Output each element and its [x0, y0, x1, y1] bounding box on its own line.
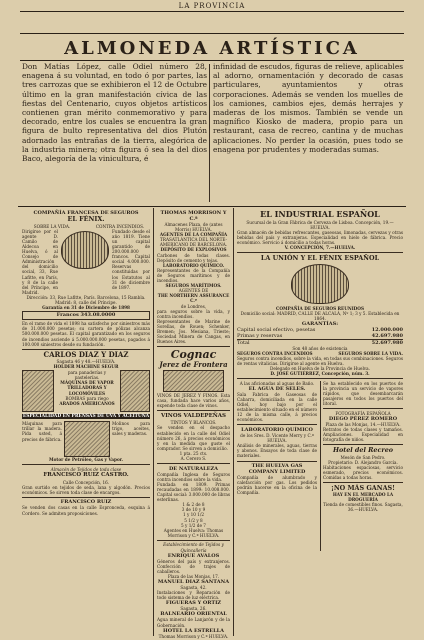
industrial-signature: V. CONCEPCIÓN, 7.—HUELVA.	[284, 244, 356, 250]
union-fenix-heading: LA UNIÓN Y EL FÉNIX ESPAÑOL	[260, 253, 380, 262]
hotel-recreo-body: Habitaciones espaciosas, servicio esmerado, precios económicos. Comidas a todas horas.	[323, 464, 403, 480]
cognac-body: VINOS DE JEREZ Y FINOS. Esta casa, fundada hace varios años, expende toda clase de vinos.	[157, 392, 230, 409]
total-value: 52.697.980	[371, 339, 403, 346]
press-illustration	[64, 421, 110, 457]
figueras-addr: Sagasta, 26.	[180, 606, 207, 612]
naturaleza-body: Compañía Inglesa de Seguros contra incendios sobre la vida.	[157, 471, 230, 482]
vinos-heading: VINOS VALDEPEÑAS	[160, 412, 227, 419]
naturaleza-body-2: Fundada en 1809. Primas recaudadas en 1899: 10.008.000. Capital social: 3.000.000 de libras esterlinas.	[157, 481, 230, 503]
gas-company-body: Compañía de alumbrado y calefacción por gas. Los pedidos podrán hacerse en la oficina de la Compañía.	[237, 475, 317, 496]
fenix-body-left: Dirigirse por el agente D. Camilo de Aldecoa en Huelva, ó al Consejo de Administración del domicilio social, 33, Rue Lafitte, en París, y 8 de la calle del Príncipe, en Madrid.	[22, 228, 58, 295]
morrison-agents-body: TRASATLÁNTICA DEL NORTE-AMERICANO DE BARCELONA.	[159, 237, 228, 248]
rate-row-1: 1 & 2 de 8	[182, 502, 205, 508]
fire-insurance-label: SEGUROS CONTRA INCENDIOS	[237, 350, 313, 356]
carlos-item-2: MÁQUINAS DE VAPOR	[60, 380, 114, 386]
gas-company-heading: THE HUELVA GAS COMPANY LIMITED	[248, 463, 306, 476]
column-left	[22, 210, 150, 636]
masthead-rule	[20, 11, 404, 12]
title-rule-top	[20, 33, 404, 34]
fenix-body-2: En el ramo de vida el 1898 ha satisfecho por siniestros más de 31.000.000 pesetas; su cartera de pólizas alcanza 500.000.000 pesetas. El capital garantizado en los seguros de incendios asciende á 5.000.000.000 pesetas, pagados á 100.000 siniestros desde su fundación.	[22, 321, 150, 347]
balneario-oriental: BALNEARIO ORIENTAL	[160, 611, 227, 618]
union-address: Domicilio social: MADRID, CALLE DE ALCALÁ, Nº 1; 3 y 5. Establecida en 1864.	[240, 311, 400, 322]
motor-caption: Motor de Petróleo, Gas y Vapor.	[48, 457, 124, 463]
morrison-explosives: DEPÓSITO DE EXPLOSIVOS	[160, 247, 227, 253]
vinos-body: Se venden en el despacho establecido en la calle del Odiel número 26, á precios económicos y en la medida que guste el comprador. Se sirven a domicilio.	[157, 425, 230, 451]
northern-body: para seguros sobre la vida, y contra incendios.	[157, 308, 230, 319]
insurance-body: Seguros contra incendios, sobre la vida, en todas sus combinaciones. Seguros de rentas vitalicias. Dirigirse al agente en Huelva.	[237, 355, 403, 366]
agua-heading: A las aficionadas al aguas de Baño.	[239, 380, 315, 386]
fenix-name: EL FÉNIX.	[67, 215, 105, 223]
agua-body: Sala Fabrica de Gaseosas de Cabarra, domiciliada en la calle Odiel, hoy bajo por el establecimiento situado en el número 12 de la misma calle, á precios económicos.	[237, 391, 317, 423]
fenix-capital-line: Garantía en 31 de Diciembre de 1898	[42, 305, 130, 311]
eagle-emblem-icon	[291, 264, 349, 304]
fenix-offices: Dirección: 33, Rue Lafitte, París. Barcelona, 15 Rambla. Madrid: 8, calle del Príncipe.	[26, 294, 146, 305]
hotel-recreo-owner: Propietario: D. Alejandro García.	[328, 459, 398, 465]
carlos-item-4: BOMBAS para riego	[65, 395, 109, 401]
premiums-label: Primas y reservas	[237, 332, 283, 339]
cognac-title: Cognac	[170, 347, 217, 361]
delegate-name: D. JOSÉ GUTIÉRREZ, Concepción, núm. 3.	[270, 371, 370, 377]
rate-row-5: 5 y 1/2 de 7	[181, 522, 206, 528]
specialty-right: Molinos para trigo, aceites, sales y maderas.	[112, 421, 150, 437]
morrison-lab-body: Representantes de la Compañía de Seguros marítimos y de incendios.	[157, 267, 230, 284]
morrison-ins-sub: AGENTES DE	[178, 288, 209, 294]
industrial-body: Gran almacén de bebidas refrescantes, gaseosas, limonadas, cervezas y otras bebidas del país y extranjeras. Especialidad en hielo de fábrica. Precio económico. Servicio á domicilio a todas horas.	[237, 229, 403, 245]
rate-row-3: 1 y 10 1/2	[182, 512, 205, 518]
diaz-santana-addr: Sagasta, 42.	[180, 585, 207, 591]
carlos-item-1: para panaderías y pastelerías.	[67, 370, 107, 381]
bottle-illustration	[163, 370, 224, 392]
lab-address: de los Sres. D. Vicente Merry y C.ª HUELVA.	[240, 433, 314, 444]
fenix-body-right: Fundado desde el año 1819. Tiene un capital garantido de 200.000.000 francos. Capital social 4.000.000. Reservas constituidas por los Estatutos al 31 de diciembre de 1897.	[112, 228, 150, 290]
naturaleza-heading: DE NATURALEZA	[168, 465, 219, 472]
section-rule	[18, 206, 406, 207]
carlos-item-5: ARADOS AMERICANOS	[59, 400, 115, 406]
morrison-insurance: SEGUROS MARÍTIMOS.	[165, 283, 222, 289]
column-right	[237, 210, 403, 636]
figueras-ortiz: FIGUERAS Y ORTIZ	[165, 600, 222, 607]
vinos-price: 1 pta. 25 cts.	[179, 450, 208, 456]
industrial-sub: Sucursal de la Gran Fábrica de Cerveza de Lisboa. Concepción, 19.—HUELVA.	[246, 219, 394, 230]
phoenix-emblem-icon	[61, 231, 109, 269]
premiums-value: 42.697.980	[371, 332, 403, 339]
vinos-signature: A. Cerero S.	[180, 455, 207, 461]
lab-heading: LABORATORIO QUÍMICO	[241, 427, 313, 434]
hotel-recreo-heading: Hotel del Recreo	[332, 445, 394, 454]
ruiz-body: Gran surtido en tejidos de seda, lana y algodón. Precios económicos. Se sirven toda clase de encargos.	[22, 484, 150, 495]
avalos-name: ENRIQUE AVALOS	[167, 552, 220, 559]
fenix-right-caption: CONTRA INCENDIOS.	[95, 223, 145, 229]
diaz-santana: MANUEL DIAZ SANTANA	[157, 579, 230, 586]
carlos-diaz-address: Sagasta 46 y 48.—HUELVA.	[56, 358, 116, 364]
specialty-banner: ESPECIALIDAD EN PRENSAS DE UVA Y ACEITUNA	[22, 414, 150, 420]
lab-body: Análisis de minerales, aguas, tierras y abonos. Ensayos de toda clase de materiales.	[237, 443, 317, 459]
morrison-agents: AGENTES DE LA COMPAÑÍA	[159, 232, 228, 238]
column-divider-2	[233, 208, 234, 636]
morrison-lab: LABORATORIO QUÍMICO.	[162, 262, 225, 268]
intro-left: Don Matías López, calle Odiel número 28, enagena á su voluntad, en todo ó por partes, las tres carrozas que se exhibieron el 12 de Octubre último en la gran manifestación cívica de las fiestas del Centenario, cuyos objetos artísticos contienen gran mérito conmemorativo y para decorado, entre los cuales se encuentra la gran figura de bulto representativa del dios Plutón adornado las entrañas de la tierra, alegórica de la industria minera; otra figura ó sea la del dios Baco, alegoría de la vinicultura, é	[22, 62, 207, 164]
title-rule-bottom	[20, 60, 404, 61]
capital-label: Capital social efectivo, pesetas	[237, 326, 316, 333]
fenix-heading: COMPAÑÍA FRANCESA DE SEGUROS	[33, 210, 139, 216]
agua-title: EL AGUA DE SELES.	[248, 385, 306, 392]
hotel-estrella: HOTEL LA ESTRELLA	[162, 627, 225, 634]
foto-address: Plaza de las Monjas, 14.—HUELVA.	[325, 421, 401, 427]
machine-illustration-right	[120, 370, 150, 412]
balneario-body: Agua mineral de Lanjarón y de la Gobernación.	[157, 617, 230, 628]
carlos-item-3: TRILLADORAS Y LOCOMÓVILES	[67, 385, 107, 396]
rate-row-4: 5 1/2 y 8	[184, 517, 203, 523]
final-body: Tienda de comestibles finos. Sagasta, 36.—HUELVA.	[323, 502, 403, 513]
fenix-left-caption: SOBRE LA VIDA.	[33, 223, 71, 229]
ruiz-address: Calle Concepción, 16.	[62, 479, 110, 485]
steamer-notice: Se ha establecido en los puertos de la provincia un servicio de vapores rápidos, que desembarcarán pasajeros en todos los puertos del litoral.	[323, 380, 403, 407]
ruiz2-body: Se venden dos casas en la calle Espronceda, esquina á Cordero. Se admiten proposiciones.	[22, 505, 150, 516]
intro-divider	[209, 64, 210, 202]
naturaleza-agent: Agentes en Huelva: Thomas Morrison y C.ª HUELVA.	[163, 527, 224, 538]
total-label: Total	[237, 339, 250, 346]
masthead: LA PROVINCIA	[178, 2, 246, 10]
northern-sub: de Londres,	[180, 303, 207, 309]
ruiz-name: FRANCISCO RUIZ CASTRO.	[43, 472, 129, 478]
carlos-diaz-line: HOLDER MACHINE SEGUR	[53, 364, 119, 370]
column-divider-1	[153, 208, 154, 636]
union-company: COMPAÑÍA DE SEGUROS REUNIDOS	[276, 306, 364, 312]
foto-heading: FOTOGRAFÍA ESPAÑOLA	[335, 410, 391, 416]
vinos-sub: TINTOS Y BLANCOS.	[170, 420, 217, 426]
northern-assurance: THE NORTHERN ASSURANCE C.º	[157, 293, 230, 304]
morrison-body-2: Carbones de todas clases. Depósito de cemento y tejas.	[157, 252, 230, 263]
ruiz2-name: FRANCISCO RUIZ	[60, 499, 112, 506]
morrison-sub: Almacenes Plaza, de (antes Morris) HUELVA.	[164, 222, 223, 233]
industrial-heading: EL INDUSTRIAL ESPAÑOL	[260, 209, 380, 219]
fenix-capital-value: Francos 343.08.0000	[22, 311, 150, 320]
life-insurance-label: SEGUROS SOBRE LA VIDA.	[338, 350, 403, 356]
estrella-agent: Thomas Morrison y C.ª HUELVA.	[158, 633, 229, 639]
existence-years: Son 48 años de existencia	[292, 345, 348, 351]
electric-body: Instalaciones y Reparación de todo sistema de luz eléctrica.	[157, 590, 230, 601]
ad-title: ALMONEDA ARTÍSTICA	[64, 38, 360, 59]
rate-row-2: 3 de 10 y 9	[181, 507, 206, 513]
cognac-subtitle: Jerez de Frontera	[159, 359, 228, 369]
morrison-heading: THOMAS MORRISON Y C.ª	[160, 210, 227, 222]
carlos-diaz-brand: CARLOS DIAZ Y DIAZ	[43, 350, 129, 360]
final-heading: ¡NO MÁS GANAS!	[331, 483, 395, 492]
hotel-recreo-sub: Mesón de San Pedro.	[340, 454, 386, 460]
avalos-address: Plaza de las Monjas, 17.	[167, 573, 220, 579]
column-middle	[157, 210, 230, 639]
foto-name: DIEGO PÉREZ ROMERO	[328, 415, 398, 422]
delegate-label: Delegado en Huelva de la Provincia de Huelva.	[270, 366, 370, 371]
ruiz-heading: Almacén de Tejidos de toda clase	[50, 466, 122, 472]
foto-body: Retratos de todas clases y tamaños. Ampliaciones. Especialidad en fotografía de niños.	[323, 427, 403, 443]
avalos-heading: Establecimiento de Tejidos y Quincallería	[163, 542, 224, 553]
avalos-body: Géneros del país y extranjeros. Confección de trajes de caballeros.	[157, 558, 230, 574]
guarantees-label: GARANTÍAS:	[301, 320, 339, 327]
morrison-representatives: Representantes de Marine de Sorellas, de Rouen; Schenker, Bremen; Jos. Mesiana, Trieste; Sociedad Minera de Cangas, en Buenos Aires.	[157, 318, 230, 345]
intro-right: infinidad de escudos, figuras de relieve, aplicables al adorno, ornamentación y decorado de casas particulares, ayuntamientos y otras corporaciones. Además se venden los muelles de los camiones, cambios ejes, demás herrajes y maderas de los mismos. También se vende un magnífico Kiosko de madera, propio para un restaurant, casa de recreo, cantina y de muchas aplicaciones. No perder la ocasión, pues todo se enagena por prudentes y moderadas sumas.	[213, 62, 403, 154]
capital-value: 12.000.000	[371, 326, 403, 333]
specialty-left: Máquinas para trillar la madera. Pida usted, á precios de fábrica.	[22, 421, 62, 442]
final-sub: HAY EN EL MERCADO LA DROGUERÍA	[332, 492, 394, 503]
machine-illustration-left	[22, 370, 54, 412]
